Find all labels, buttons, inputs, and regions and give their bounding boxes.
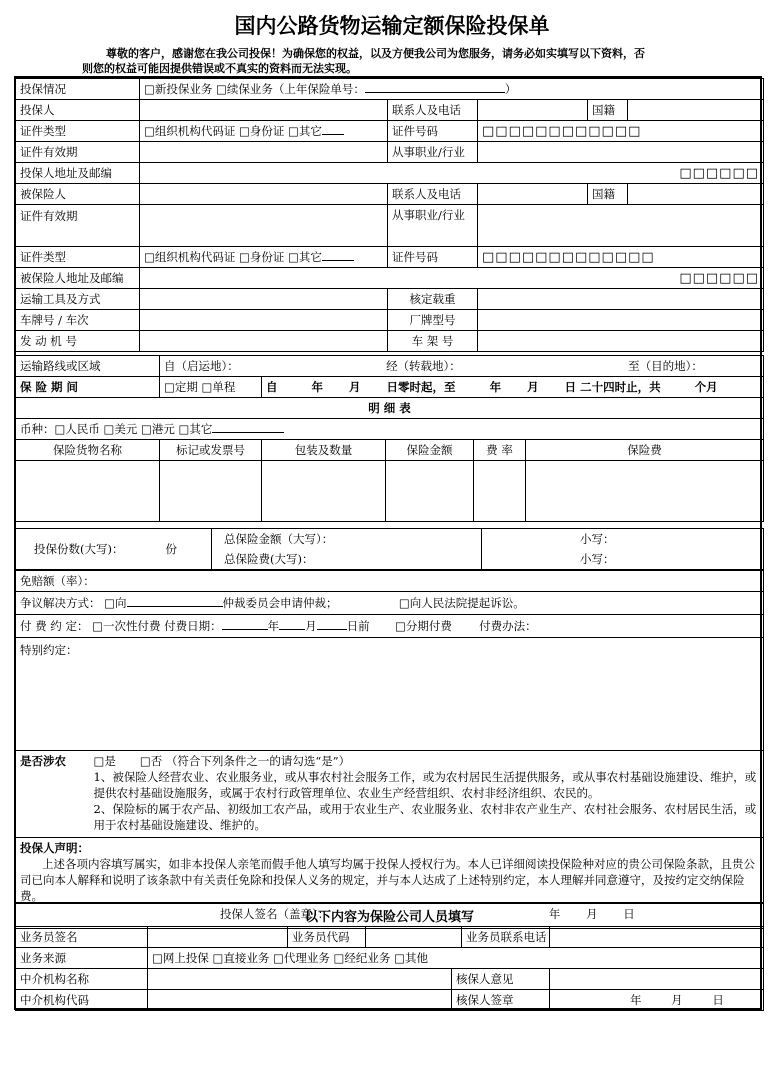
applicant-id-no-label: 证件号码 [388, 121, 478, 142]
load-label: 核定载重 [388, 289, 478, 310]
notice-text [82, 46, 722, 76]
payment-row[interactable] [16, 615, 764, 638]
applicant-occupation-label: 从事职业/行业 [388, 142, 478, 163]
decl-year: 年 [548, 907, 561, 921]
period-label: 保 险 期 间 [16, 377, 160, 398]
special-agreement-label: 特别约定： [20, 643, 78, 657]
agriculture-options[interactable] [92, 751, 764, 838]
load-field[interactable] [478, 289, 764, 310]
insured-name-field[interactable] [140, 184, 388, 205]
applicant-occupation-field[interactable] [478, 142, 764, 163]
plate-field[interactable] [140, 310, 388, 331]
insured-contact-label: 联系人及电话 [388, 184, 478, 205]
special-agreement-field[interactable] [16, 638, 764, 751]
decl-month: 月 [586, 907, 598, 921]
detail-heading: 明 细 表 [16, 398, 764, 419]
col-amount-header: 保险金额 [386, 440, 474, 461]
engine-label: 发 动 机 号 [16, 331, 140, 352]
model-label: 厂牌型号 [388, 310, 478, 331]
agriculture-no-checkbox[interactable]: □否 （符合下列条件之一的请勾选“是”） [139, 754, 351, 768]
source-options[interactable]: □网上投保 □直接业务 □代理业务 □经纪业务 □其他 [148, 948, 764, 969]
insured-id-other-field[interactable] [322, 249, 354, 261]
notice-line-2: 则您的权益可能因提供错误或不真实的资料而无法实现。 [82, 62, 357, 75]
pay-day-unit: 日前 [346, 619, 370, 633]
uw-month: 月 [671, 993, 683, 1007]
applicant-id-type-options[interactable] [140, 121, 388, 142]
broker-name-field[interactable] [148, 969, 452, 990]
pay-year-unit: 年 [267, 619, 280, 633]
model-field[interactable] [478, 310, 764, 331]
agriculture-condition-2: 2、保险标的属于农产品、初级加工农产品，或用于农业生产、农业服务业、农村非农产业生产、农村社会服务、农村居民生活，或用于农村基础设施建设、维护的。 [93, 802, 757, 832]
insured-address-label: 被保险人地址及邮编 [16, 268, 140, 289]
underwriter-sign-field[interactable] [550, 990, 764, 1011]
insured-id-type-text[interactable]: □组织机构代码证 □身份证 □其它 [144, 250, 322, 264]
package-cell[interactable] [262, 461, 386, 522]
applicant-signature-label[interactable]: 投保人签名（盖章）： [220, 907, 330, 921]
totals-section [15, 528, 764, 570]
period-day-start: 日零时起，至 [386, 380, 456, 394]
route-via[interactable]: 经（转载地）： [386, 359, 461, 373]
insured-occupation-field[interactable] [478, 205, 764, 247]
agent-code-field[interactable] [366, 927, 462, 948]
insured-nationality-field[interactable] [628, 184, 764, 205]
pay-year-field[interactable] [222, 618, 268, 630]
dispute-label: 争议解决方式： [20, 596, 101, 610]
underwriter-opinion-label: 核保人意见 [452, 969, 550, 990]
period-month-2: 月 [527, 380, 539, 394]
applicant-validity-label: 证件有效期 [16, 142, 140, 163]
period-year-1: 年 [311, 380, 324, 394]
transport-field[interactable] [140, 289, 388, 310]
applicant-id-no-boxes[interactable]: □□□□□□□□□□□□ [478, 121, 764, 142]
copies-label: 投保份数(大写)： [34, 542, 124, 556]
form-title: 国内公路货物运输定额保险投保单 [234, 14, 550, 38]
source-label: 业务来源 [16, 948, 148, 969]
insured-name-label: 被保险人 [16, 184, 140, 205]
company-heading: 以下内容为保险公司人员填写 [16, 903, 764, 927]
pay-month-unit: 月 [305, 619, 317, 633]
declaration-text: 上述各项内容填写属实，如非本投保人亲笔而假手他人填写均属于投保人授权行为。本人已详细阅读投保险种对应的贵公司保险条款，且贵公司已向本人解释和说明了该条款中有关责任免除和投保人义务的规定，并与本人达成了上述特别约定，本人理解并同意遵守，及按约定交纳保险费。 [20, 857, 755, 903]
arbitration-checkbox[interactable]: □向 [104, 596, 127, 610]
bracket-close: ） [504, 82, 517, 96]
period-from: 自 [266, 380, 278, 394]
applicant-name-label: 投保人 [16, 100, 140, 121]
currency-options[interactable]: 币种：□人民币 □美元 □港元 □其它 [20, 422, 213, 436]
col-package-header: 包装及数量 [262, 440, 386, 461]
route-to[interactable]: 至（目的地）： [628, 359, 703, 373]
prior-policy-no-field[interactable] [365, 81, 505, 93]
detail-section [15, 355, 764, 522]
agriculture-yes-no[interactable] [94, 753, 760, 769]
period-day-end: 日 二十四时止，共 [564, 380, 661, 394]
insured-nationality-label: 国籍 [588, 184, 628, 205]
arbitration-body-field[interactable] [127, 595, 223, 607]
currency-other-field[interactable] [212, 421, 284, 433]
total-amount-label[interactable]: 总保险金额（大写）： [212, 529, 482, 550]
copies-unit: 份 [165, 542, 177, 556]
applicant-name-field[interactable] [140, 100, 388, 121]
agriculture-label: 是否涉农 [16, 751, 92, 838]
goods-cell[interactable] [16, 461, 160, 522]
renewal-checkbox[interactable]: □续保业务（上年保险单号： [216, 82, 365, 96]
applicant-contact-label: 联系人及电话 [388, 100, 478, 121]
pay-method-label: 付费办法： [479, 619, 537, 633]
pay-date-label: 付费日期： [164, 619, 222, 633]
insured-validity-label: 证件有效期 [16, 205, 140, 247]
applicant-address-label: 投保人地址及邮编 [16, 163, 140, 184]
new-business-checkbox[interactable]: □新投保业务 [144, 82, 213, 96]
insured-occupation-label: 从事职业/行业 [388, 205, 478, 247]
uw-day: 日 [712, 993, 724, 1007]
notice-line-1: 尊敬的客户，感谢您在我公司投保！为确保您的权益，以及方便我公司为您服务，请务必如实填写以下资料，否 [106, 47, 645, 60]
uw-year: 年 [630, 993, 642, 1007]
route-fields[interactable] [160, 356, 764, 377]
route-from[interactable]: 自（启运地）： [164, 359, 239, 373]
period-months: 个月 [694, 380, 718, 394]
col-rate-header: 费 率 [474, 440, 526, 461]
marks-cell[interactable] [160, 461, 262, 522]
amount-cell[interactable] [386, 461, 474, 522]
declaration-label: 投保人声明： [20, 841, 89, 855]
applicant-id-type-label: 证件类型 [16, 121, 140, 142]
applicant-validity-field[interactable] [140, 142, 388, 163]
underwriter-opinion-field[interactable] [550, 969, 764, 990]
period-dates[interactable] [262, 377, 764, 398]
col-goods-header: 保险货物名称 [16, 440, 160, 461]
applicant-id-other-field[interactable] [322, 123, 344, 135]
insured-validity-field[interactable] [140, 205, 388, 247]
agent-sign-label: 业务员签名 [16, 927, 148, 948]
broker-code-label: 中介机构代码 [16, 990, 148, 1011]
premium-cell[interactable] [526, 461, 764, 522]
route-label: 运输路线或区域 [16, 356, 160, 377]
insured-id-type-options[interactable] [140, 247, 388, 268]
arbitration-tail: 仲裁委员会申请仲裁； [222, 596, 338, 610]
decl-day: 日 [623, 907, 635, 921]
rate-cell[interactable] [474, 461, 526, 522]
plate-label: 车牌号 / 车次 [16, 310, 140, 331]
insured-id-no-boxes[interactable]: □□□□□□□□□□□□□ [478, 247, 764, 268]
installment-checkbox[interactable]: □分期付费 [394, 619, 452, 633]
total-amount-small[interactable]: 小写： [482, 529, 764, 550]
agent-code-label: 业务员代码 [288, 927, 366, 948]
broker-code-field[interactable] [148, 990, 452, 1011]
agent-sign-field[interactable] [148, 927, 288, 948]
insured-postcode-boxes[interactable]: □□□□□□ [140, 268, 764, 289]
frame-label: 车 架 号 [388, 331, 478, 352]
applicant-nationality-label: 国籍 [588, 100, 628, 121]
frame-field[interactable] [478, 331, 764, 352]
insured-contact-field[interactable] [478, 184, 588, 205]
company-section [15, 902, 764, 1011]
total-premium-label[interactable]: 总保险费(大写)： [212, 549, 482, 570]
agriculture-yes-checkbox[interactable]: □是 [93, 754, 116, 768]
agriculture-condition-1: 1、被保险人经营农业、农业服务业，或从事农村社会服务工作，或为农村居民生活提供服务，或从事农村基础设施建设、维护，或提供农村基础设施服务，或属于农村行政管理单位、农业生产经营组织、农村非经济组织、农民的。 [93, 770, 757, 800]
period-year-2: 年 [489, 380, 502, 394]
total-premium-small[interactable]: 小写： [482, 549, 764, 570]
applicant-nationality-field[interactable] [628, 100, 764, 121]
period-options[interactable]: □定期 □单程 [160, 377, 262, 398]
applicant-contact-field[interactable] [478, 100, 588, 121]
terms-section [15, 570, 764, 929]
pay-once-checkbox[interactable]: □一次性付费 [92, 619, 161, 633]
applicant-section [15, 78, 764, 352]
insured-id-no-label: 证件号码 [388, 247, 478, 268]
deductible-row[interactable]: 免赔额（率）： [16, 571, 764, 592]
broker-name-label: 中介机构名称 [16, 969, 148, 990]
agent-phone-field[interactable] [550, 927, 764, 948]
engine-field[interactable] [140, 331, 388, 352]
pay-month-field[interactable] [279, 618, 305, 630]
underwriter-sign-label: 核保人签章 [452, 990, 550, 1011]
copies-cell[interactable] [16, 529, 212, 570]
applicant-id-type-text[interactable]: □组织机构代码证 □身份证 □其它 [144, 124, 322, 138]
agent-phone-label: 业务员联系电话 [462, 927, 550, 948]
insured-id-type-label: 证件类型 [16, 247, 140, 268]
currency-row[interactable] [16, 419, 764, 440]
court-checkbox[interactable]: □向人民法院提起诉讼。 [398, 596, 525, 610]
payment-label: 付 费 约 定： [20, 619, 89, 633]
transport-label: 运输工具及方式 [16, 289, 140, 310]
dispute-row[interactable] [16, 592, 764, 615]
col-premium-header: 保险费 [526, 440, 764, 461]
col-marks-header: 标记或发票号 [160, 440, 262, 461]
period-month-1: 月 [349, 380, 361, 394]
insure-status-options[interactable] [140, 79, 764, 100]
insure-status-label: 投保情况 [16, 79, 140, 100]
pay-day-field[interactable] [317, 618, 347, 630]
applicant-postcode-boxes[interactable]: □□□□□□ [140, 163, 764, 184]
